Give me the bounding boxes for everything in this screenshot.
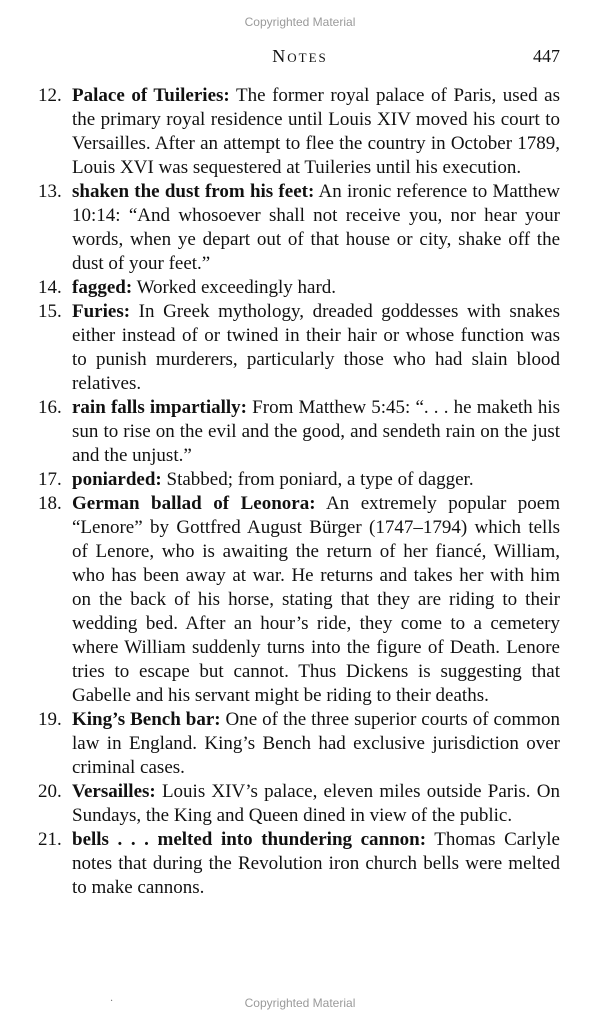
watermark-top: Copyrighted Material	[244, 15, 356, 29]
note-19	[38, 708, 560, 780]
note-14	[38, 276, 560, 300]
note-term: rain falls impartially:	[72, 397, 247, 418]
note-number: 19.	[38, 709, 62, 730]
note-term: shaken the dust from his feet:	[72, 181, 315, 202]
note-number: 14.	[38, 277, 62, 298]
note-20	[38, 780, 560, 828]
note-text: In Greek mythology, dreaded goddesses with snakes either instead of or twined in their hair or whose function was to punish murderers, particularly those who had slain blood relatives.	[72, 301, 560, 394]
note-text: An extremely popular poem “Lenore” by Gottfred August Bürger (1747–1794) which tells of Lenore, who is awaiting the return of her fiancé, William, who has been away at war. He returns and takes her with him on the back of his horse, stating that they are riding to their wedding bed. After an hour’s ride, they come to a cemetery where William suddenly turns into the figure of Death. Lenore tries to escape but cannot. Thus Dickens is suggesting that Gabelle and his servant might be riding to their deaths.	[72, 493, 560, 706]
note-number: 15.	[38, 301, 62, 322]
note-body	[72, 84, 560, 180]
note-text: Stabbed; from poniard, a type of dagger.	[161, 469, 474, 490]
note-text: An ironic reference to Matthew 10:14: “And whosoever shall not receive you, nor hear your words, when ye depart out of that house or city, shake off the dust of your feet.”	[72, 181, 560, 274]
note-body	[72, 492, 560, 708]
note-21	[38, 828, 560, 900]
note-body	[72, 708, 560, 780]
note-number: 13.	[38, 181, 62, 202]
note-16	[38, 396, 560, 468]
page-number: 447	[533, 46, 560, 66]
page-header	[40, 46, 560, 72]
note-body	[72, 300, 560, 396]
note-body	[72, 276, 560, 300]
note-body	[72, 828, 560, 900]
running-head: Notes	[272, 46, 328, 66]
note-18	[38, 492, 560, 708]
note-number: 20.	[38, 781, 62, 802]
note-number: 18.	[38, 493, 62, 514]
note-body	[72, 780, 560, 828]
note-17	[38, 468, 560, 492]
note-term: fagged:	[72, 277, 133, 298]
note-number: 16.	[38, 397, 62, 418]
note-term: bells . . . melted into thundering cannon:	[72, 829, 427, 850]
notes-list	[38, 84, 560, 900]
note-12	[38, 84, 560, 180]
note-body	[72, 468, 560, 492]
note-text: The former royal palace of Paris, used as the primary royal residence until Louis XIV moved his court to Versailles. After an attempt to flee the country in October 1789, Louis XVI was sequestered at Tuileries until his execution.	[72, 85, 560, 178]
note-text: Louis XIV’s palace, eleven miles outside Paris. On Sundays, the King and Queen dined in view of the public.	[72, 781, 560, 826]
note-text: One of the three superior courts of common law in England. King’s Bench had exclusive jurisdiction over criminal cases.	[72, 709, 560, 778]
print-mark: ·	[110, 996, 114, 1007]
note-number: 12.	[38, 85, 62, 106]
note-body	[72, 180, 560, 276]
note-13	[38, 180, 560, 276]
note-term: King’s Bench bar:	[72, 709, 221, 730]
watermark-bottom: Copyrighted Material	[244, 996, 356, 1010]
note-text: From Matthew 5:45: “. . . he maketh his sun to rise on the evil and the good, and sendeth rain on the just and the unjust.”	[72, 397, 561, 466]
note-body	[72, 396, 560, 468]
note-number: 21.	[38, 829, 62, 850]
note-text: Thomas Carlyle notes that during the Revolution iron church bells were melted to make cannons.	[72, 829, 560, 898]
note-term: poniarded:	[72, 469, 162, 490]
note-term: Versailles:	[72, 781, 156, 802]
note-number: 17.	[38, 469, 62, 490]
note-term: Furies:	[72, 301, 131, 322]
note-term: German ballad of Leonora:	[72, 493, 316, 514]
note-term: Palace of Tuileries:	[72, 85, 230, 106]
note-text: Worked exceedingly hard.	[132, 277, 337, 298]
note-15	[38, 300, 560, 396]
